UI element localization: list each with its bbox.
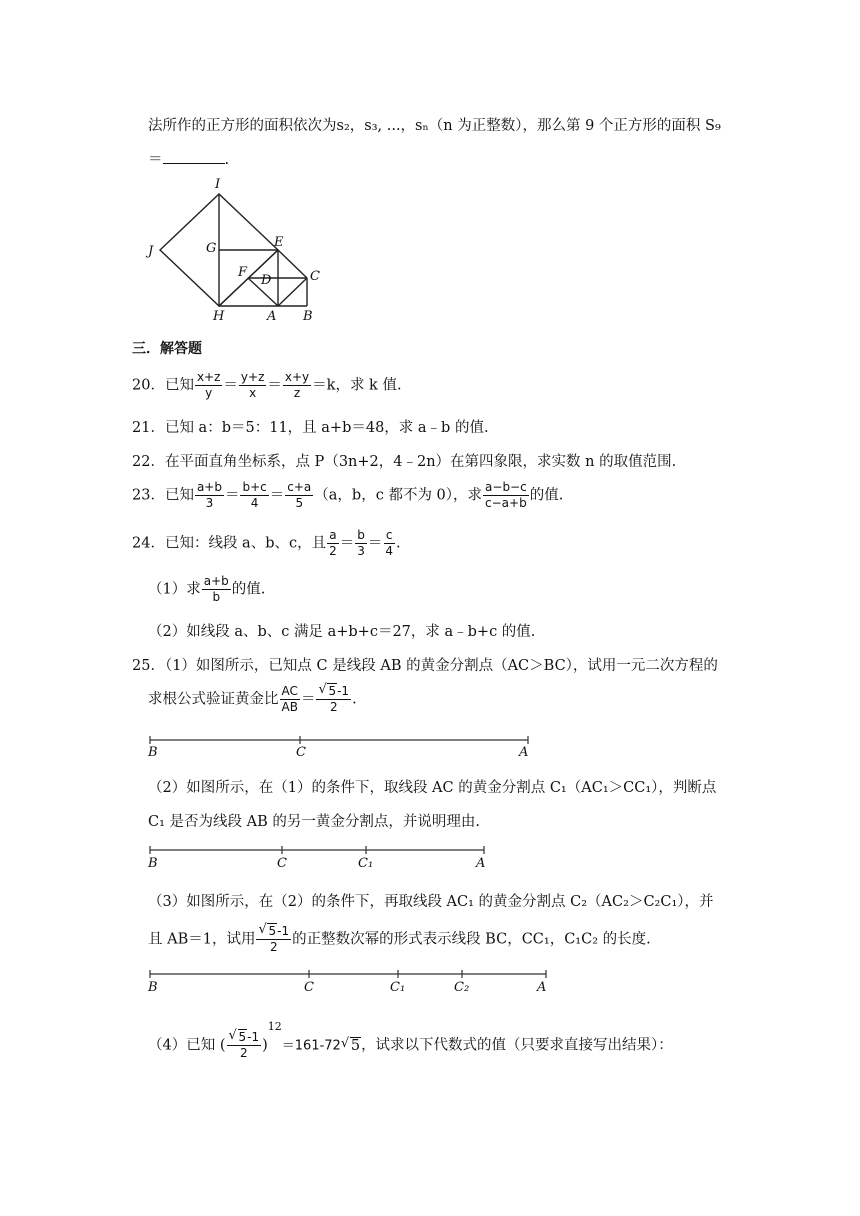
- segment-EC: [278, 250, 307, 278]
- question-25-part4: （4）已知 ( √ $\frac{5-1}{2}$ )$^{12}$＝161-72√ 5，试求以下代数式的值（只要求直接写出结果）：: [148, 1030, 673, 1061]
- label-B: B: [148, 980, 158, 994]
- label-C: C: [277, 856, 287, 870]
- fraction: $\frac{a+b}{3}$: [196, 480, 222, 510]
- q19-line2: ＝ .: [148, 152, 230, 168]
- segment-diagram-2: [146, 842, 496, 870]
- question-25-part2-line2: C₁ 是否为线段 AB 的另一黄金分割点，并说明理由.: [148, 814, 480, 830]
- label-C: C: [296, 745, 306, 758]
- fraction: $\frac{c}{4}$: [385, 528, 394, 558]
- q19-line1: 法所作的正方形的面积依次为s₂，s₃, ...，sₙ（n 为正整数），那么第 9 个正方形的面积 S₉: [148, 118, 721, 134]
- question-25-part1-line1: 25．（1）如图所示，已知点 C 是线段 AB 的黄金分割点（AC＞BC），试用一元二次方程的: [132, 658, 718, 674]
- question-25-part1-line2: 求根公式验证黄金比 $\frac{AC}{AB}$ ＝ √ $\frac{5-1}{2}$ .: [148, 684, 357, 715]
- question-24: 24．已知：线段 a、b、c，且 $\frac{a}{2}$ ＝ $\frac{b}{3}$ ＝ $\frac{c}{4}$ .: [132, 528, 401, 558]
- label-C: C: [304, 980, 314, 994]
- label-H: H: [213, 309, 225, 322]
- question-25-part2-line1: （2）如图所示，在（1）的条件下，取线段 AC 的黄金分割点 C₁（AC₁＞CC₁），判断点: [148, 780, 717, 796]
- fraction: $\frac{a}{2}$: [329, 528, 337, 558]
- label-C1: C₁: [390, 980, 406, 994]
- segment-AC: [278, 278, 307, 306]
- sqrt: √ 5: [341, 1038, 361, 1054]
- question-22: 22．在平面直角坐标系，点 P（3n+2，4﹣2n）在第四象限，求实数 n 的取值范围.: [132, 454, 677, 470]
- label-J: J: [148, 244, 154, 259]
- section-title: 三．解答题: [132, 341, 202, 357]
- question-23: 23．已知 $\frac{a+b}{3}$ ＝ $\frac{b+c}{4}$ ＝ $\frac{c+a}{5}$ （a，b，c 都不为 0），求 $\frac{a-b-c}{c-a+b}$ 的值.: [132, 480, 564, 510]
- label-B: B: [148, 856, 158, 870]
- fraction: $\frac{a-b-c}{c-a+b}$: [485, 480, 527, 510]
- exponent: 12: [267, 1019, 282, 1033]
- fraction: √ $\frac{5-1}{2}$: [256, 924, 291, 955]
- sqrt: √ 5: [229, 1030, 248, 1045]
- label-B: B: [303, 309, 313, 322]
- fraction: $\frac{AC}{AB}$: [281, 684, 298, 714]
- fraction: $\frac{c+a}{5}$: [287, 480, 312, 510]
- label-A: A: [519, 745, 529, 758]
- fraction: $\frac{b}{3}$: [357, 528, 365, 558]
- label-B: B: [148, 745, 158, 758]
- question-25-part3-line1: （3）如图所示，在（2）的条件下，再取线段 AC₁ 的黄金分割点 C₂（AC₂＞C₂C₁），并: [148, 894, 714, 910]
- label-F: F: [238, 265, 248, 280]
- sqrt: √ 5: [318, 684, 337, 699]
- question-21: 21．已知 a：b＝5：11，且 a+b＝48，求 a﹣b 的值.: [132, 420, 489, 436]
- label-G: G: [206, 241, 217, 256]
- fraction: $\frac{x+y}{z}$: [284, 370, 310, 400]
- label-E: E: [274, 235, 284, 250]
- fraction: √ $\frac{5-1}{2}$: [316, 684, 351, 715]
- sqrt: √ 5: [258, 924, 277, 939]
- segment-diagram-1: [146, 732, 536, 758]
- fraction: $\frac{b+c}{4}$: [242, 480, 267, 510]
- label-A: A: [537, 980, 547, 994]
- fraction: $\frac{y+z}{x}$: [240, 370, 265, 400]
- question-24-part2: （2）如线段 a、b、c 满足 a+b+c＝27，求 a﹣b+c 的值.: [148, 624, 536, 640]
- label-D: D: [261, 273, 272, 288]
- squares-figure: [140, 172, 340, 322]
- label-I: I: [215, 177, 221, 192]
- segment-diagram-3: [146, 966, 556, 994]
- answer-blank: [163, 151, 225, 164]
- question-20: 20．已知 $\frac{x+z}{y}$ ＝ $\frac{y+z}{x}$ ＝ $\frac{x+y}{z}$ ＝k，求 k 值.: [132, 370, 402, 400]
- label-A: A: [476, 856, 486, 870]
- fraction: $\frac{a+b}{b}$: [203, 574, 229, 604]
- label-C2: C₂: [454, 980, 470, 994]
- label-C: C: [310, 269, 320, 284]
- question-24-part1: （1）求 $\frac{a+b}{b}$ 的值.: [148, 574, 266, 604]
- fraction: √ $\frac{5-1}{2}$: [227, 1030, 262, 1061]
- label-A: A: [267, 309, 277, 322]
- label-C1: C₁: [358, 856, 374, 870]
- fraction: $\frac{x+z}{y}$: [196, 370, 221, 400]
- question-25-part3-line2: 且 AB＝1，试用 √ $\frac{5-1}{2}$ 的正整数次幂的形式表示线段 BC，CC₁，C₁C₂ 的长度.: [148, 924, 651, 955]
